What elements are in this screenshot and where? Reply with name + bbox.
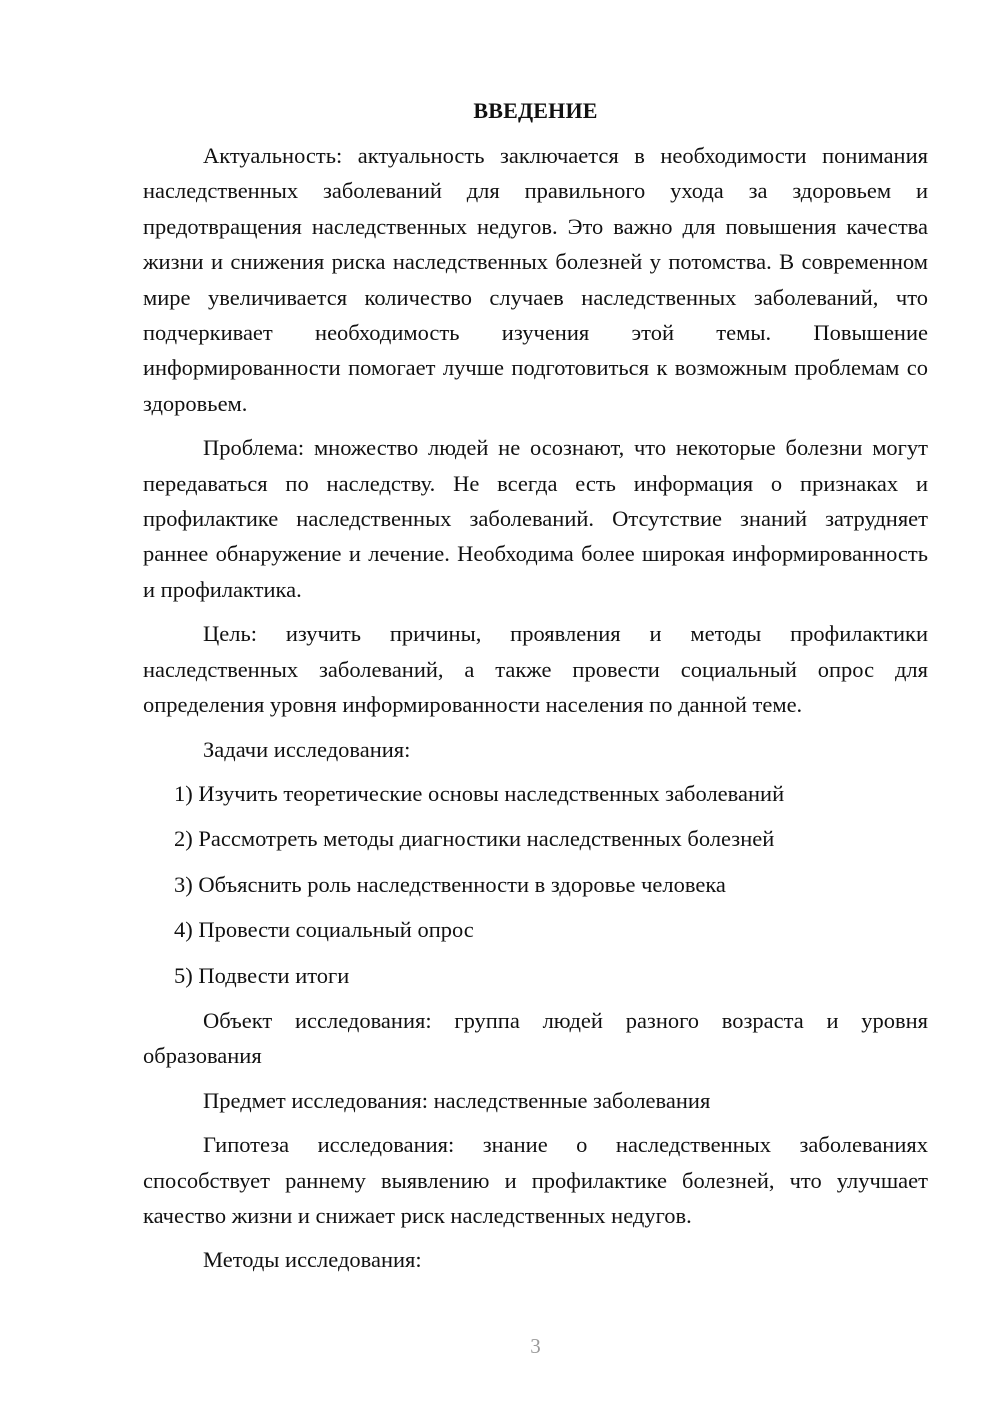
page-content: [143, 93, 928, 1287]
task-item: 3) Объяснить роль наследственности в здоровье человека: [174, 871, 726, 897]
tasks-intro: Задачи исследования:: [203, 736, 411, 762]
methods-intro: Методы исследования:: [203, 1247, 422, 1273]
task-item: 2) Рассмотреть методы диагностики наследственных болезней: [174, 826, 775, 852]
hypothesis-paragraph: Гипотеза исследования: знание о наследственных заболеваниях способствует раннему выявлению и профилактике болезней, что улучшает качество жизни и снижает риск наследственных недугов.: [143, 1132, 928, 1228]
section-heading: ВВЕДЕНИЕ: [473, 98, 598, 123]
tasks-list: [143, 776, 928, 994]
relevance-paragraph: Актуальность: актуальность заключается в необходимости понимания наследственных заболеваний для правильного ухода за здоровьем и предотвращения наследственных недугов. Это важно для повышения качества жизни и снижения риска наследственных болезней у потомства. В современном мире увеличивается количество случаев наследственных заболеваний, что подчеркивает необходимость изучения этой темы. Повышение информированности помогает лучше подготовиться к возможным проблемам со здоровьем.: [143, 143, 928, 416]
subject-paragraph: Предмет исследования: наследственные заболевания: [203, 1087, 711, 1113]
goal-paragraph: Цель: изучить причины, проявления и методы профилактики наследственных заболеваний, а также провести социальный опрос для определения уровня информированности населения по данной теме.: [143, 621, 928, 718]
task-item: 4) Провести социальный опрос: [174, 917, 474, 943]
problem-paragraph: Проблема: множество людей не осознают, что некоторые болезни могут передаваться по наследству. Не всегда есть информация о признаках и профилактике наследственных заболеваний. Отсутствие знаний затрудняет раннее обнаружение и лечение. Необходима более широкая информированность и профилактика.: [143, 435, 928, 602]
task-item: 1) Изучить теоретические основы наследственных заболеваний: [174, 780, 785, 806]
object-paragraph: Объект исследования: группа людей разного возраста и уровня образования: [143, 1007, 928, 1069]
page-number: 3: [530, 1334, 541, 1358]
task-item: 5) Подвести итоги: [174, 962, 350, 988]
